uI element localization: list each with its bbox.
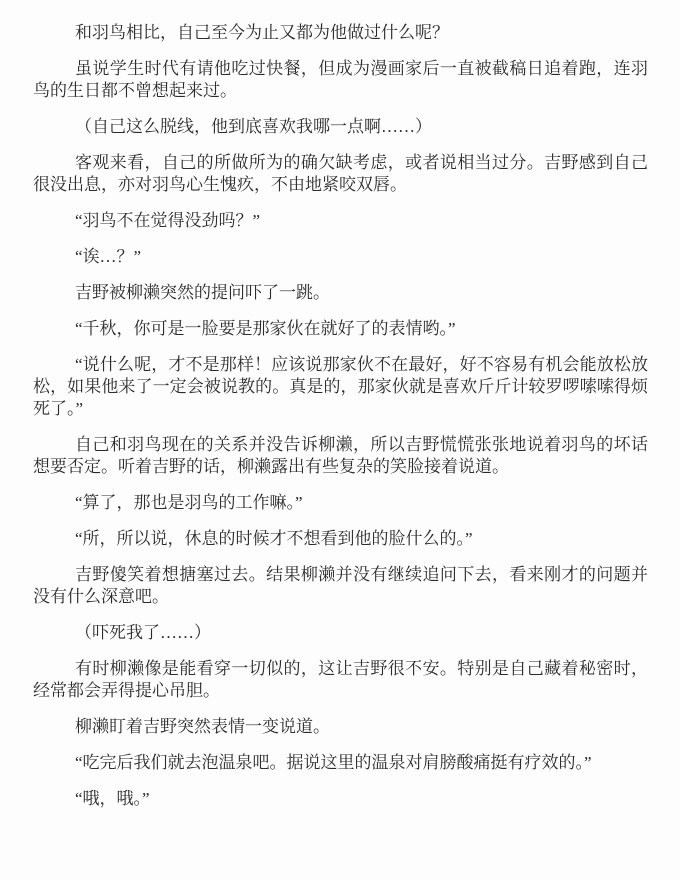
paragraph: 吉野傻笑着想搪塞过去。结果柳濑并没有继续追问下去，看来刚才的问题并没有什么深意吧。 — [33, 565, 648, 606]
paragraph-dialogue: “所，所以说，休息的时候才不想看到他的脸什么的。” — [75, 529, 473, 548]
paragraph: 有时柳濑像是能看穿一切似的，这让吉野很不安。特别是自己藏着秘密时，经常都会弄得提心吊胆。 — [33, 659, 648, 700]
paragraph-dialogue: “哦，哦。” — [75, 789, 150, 808]
paragraph: 虽说学生时代有请他吃过快餐，但成为漫画家后一直被截稿日追着跑，连羽鸟的生日都不曾想起来过。 — [33, 59, 648, 100]
paragraph: 客观来看，自己的所做所为的确欠缺考虑，或者说相当过分。吉野感到自己很没出息，亦对羽鸟心生愧疚，不由地紧咬双唇。 — [33, 153, 648, 194]
paragraph: 自己和羽鸟现在的关系并没告诉柳濑，所以吉野慌慌张张地说着羽鸟的坏话想要否定。听着吉野的话，柳濑露出有些复杂的笑脸接着说道。 — [33, 435, 648, 476]
paragraph: （吓死我了……） — [75, 623, 211, 642]
paragraph-dialogue: “吃完后我们就去泡温泉吧。据说这里的温泉对肩膀酸痛挺有疗效的。” — [75, 753, 592, 772]
paragraph-dialogue: “算了，那也是羽鸟的工作嘛。” — [75, 493, 303, 512]
paragraph: （自己这么脱线，他到底喜欢我哪一点啊……） — [75, 117, 432, 136]
paragraph: 吉野被柳濑突然的提问吓了一跳。 — [75, 283, 330, 302]
paragraph: 和羽鸟相比，自己至今为止又都为他做过什么呢？ — [75, 23, 449, 42]
paragraph-dialogue: “诶…？” — [75, 247, 142, 266]
paragraph-dialogue: “羽鸟不在觉得没劲吗？” — [75, 211, 261, 230]
paragraph-dialogue: “千秋，你可是一脸要是那家伙在就好了的表情哟。” — [75, 319, 456, 338]
paragraph: 柳濑盯着吉野突然表情一变说道。 — [75, 717, 330, 736]
paragraph-dialogue: “说什么呢，才不是那样！应该说那家伙不在最好，好不容易有机会能放松放松，如果他来了一定会被说教的。真是的，那家伙就是喜欢斤斤计较罗啰嗦嗦得烦死了。” — [33, 355, 648, 418]
